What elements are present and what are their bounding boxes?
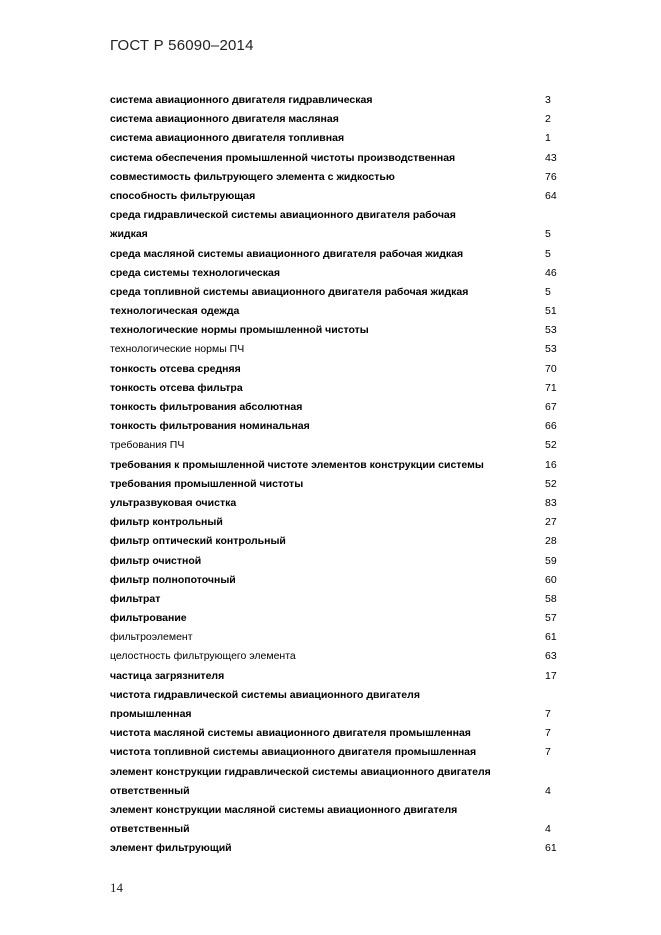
index-entry (110, 321, 570, 340)
index-term: требования к промышленной чистоте элементов конструкции системы (110, 458, 484, 471)
index-term: ответственный (110, 784, 190, 797)
index-entry (110, 129, 570, 148)
index-page-ref: 76 (545, 170, 557, 183)
index-page-ref: 66 (545, 420, 557, 433)
index-page-ref: 64 (545, 189, 557, 202)
index-term: совместимость фильтрующего элемента с жидкостью (110, 170, 395, 183)
index-entry (110, 379, 570, 398)
index-entry (110, 609, 570, 628)
index-term: технологические нормы промышленной чистоты (110, 324, 369, 337)
index-entry (110, 647, 570, 666)
index-term: система авиационного двигателя масляная (110, 113, 339, 126)
index-term: система обеспечения промышленной чистоты производственная (110, 151, 456, 164)
index-term: среда системы технологическая (110, 266, 280, 279)
index-term: способность фильтрующая (110, 189, 256, 202)
index-term: требования промышленной чистоты (110, 477, 304, 490)
index-page-ref: 67 (545, 401, 557, 413)
index-page-ref (545, 801, 570, 820)
index-term: элемент конструкции масляной системы авиационного двигателя (110, 803, 458, 816)
index-entry (110, 667, 570, 686)
index-entry (110, 590, 570, 609)
index-page-ref: 61 (545, 842, 557, 855)
index-page-ref: 51 (545, 305, 557, 318)
index-entry (110, 782, 570, 801)
index-term: чистота масляной системы авиационного двигателя промышленная (110, 727, 471, 740)
index-page-ref: 28 (545, 535, 557, 548)
index-term: тонкость отсева средняя (110, 362, 241, 375)
index-page-ref: 60 (545, 573, 557, 586)
index-page-ref: 52 (545, 439, 557, 452)
index-page-ref: 61 (545, 631, 557, 644)
index-term: целостность фильтрующего элемента (110, 650, 296, 663)
index-page-ref: 4 (545, 784, 551, 797)
index-entry (110, 91, 570, 110)
index-entry (110, 571, 570, 590)
index-page-ref: 5 (545, 228, 551, 241)
index-term: ответственный (110, 823, 190, 836)
index-page-ref: 7 (545, 727, 551, 740)
index-term: чистота топливной системы авиационного двигателя промышленная (110, 746, 477, 759)
index-page-ref: 46 (545, 266, 557, 279)
index-page-ref: 70 (545, 362, 557, 375)
index-page-ref: 7 (545, 708, 551, 720)
index-page-ref: 7 (545, 746, 551, 759)
page-number: 14 (110, 880, 123, 895)
document-header: ГОСТ Р 56090–2014 (110, 37, 254, 54)
index-entry (110, 187, 570, 206)
index-entry (110, 436, 570, 455)
index-term: фильтр оптический контрольный (110, 535, 286, 548)
index-term: среда топливной системы авиационного двигателя рабочая жидкая (110, 285, 469, 298)
index-entry (110, 743, 570, 762)
index-entry (110, 513, 570, 532)
index-page-ref: 5 (545, 247, 551, 260)
index-page-ref: 27 (545, 516, 557, 529)
index-term: фильтр полнопоточный (110, 573, 236, 586)
index-page-ref: 5 (545, 285, 551, 298)
index-entry (110, 839, 570, 858)
index-term: ультразвуковая очистка (110, 496, 237, 509)
index-page-ref: 63 (545, 650, 557, 663)
index-page-ref: 58 (545, 592, 557, 605)
index-term: элемент фильтрующий (110, 842, 232, 855)
index-entry (110, 532, 570, 551)
index-term: частица загрязнителя (110, 669, 225, 682)
index-term: промышленная (110, 708, 192, 720)
index-term: фильтр очистной (110, 554, 202, 567)
index-page-ref: 2 (545, 113, 551, 126)
index-term: фильтроэлемент (110, 631, 193, 644)
index-term: фильтрат (110, 592, 161, 605)
index-term: тонкость отсева фильтра (110, 381, 243, 394)
index-entry (110, 264, 570, 283)
index-page-ref: 53 (545, 343, 557, 356)
index-page-ref: 4 (545, 823, 551, 836)
index-page-ref: 16 (545, 458, 557, 471)
index-entry (110, 724, 570, 743)
index-term: система авиационного двигателя гидравлическая (110, 94, 373, 106)
index-term: тонкость фильтрования абсолютная (110, 401, 303, 413)
index-term: фильтр контрольный (110, 516, 223, 529)
index-page-ref: 52 (545, 477, 557, 490)
index-term: фильтрование (110, 612, 187, 625)
term-index-list (110, 91, 570, 859)
index-entry (110, 801, 570, 820)
index-entry (110, 456, 570, 475)
index-page-ref: 57 (545, 612, 557, 625)
index-entry (110, 686, 570, 705)
index-page-ref (545, 206, 570, 225)
index-entry (110, 398, 570, 417)
index-term: среда масляной системы авиационного двигателя рабочая жидкая (110, 247, 464, 260)
index-term: технологические нормы ПЧ (110, 343, 245, 356)
index-entry (110, 206, 570, 225)
index-term: тонкость фильтрования номинальная (110, 420, 310, 433)
index-entry (110, 168, 570, 187)
index-term: требования ПЧ (110, 439, 185, 452)
index-entry (110, 110, 570, 129)
index-entry (110, 475, 570, 494)
index-page-ref (545, 763, 570, 782)
index-page-ref: 53 (545, 324, 557, 337)
index-page-ref: 59 (545, 554, 557, 567)
index-term: технологическая одежда (110, 305, 240, 318)
index-entry (110, 705, 570, 724)
index-entry (110, 552, 570, 571)
index-entry (110, 763, 570, 782)
index-entry (110, 340, 570, 359)
index-entry (110, 628, 570, 647)
index-term: жидкая (110, 228, 148, 241)
index-entry (110, 417, 570, 436)
index-term: чистота гидравлической системы авиационного двигателя (110, 688, 420, 701)
index-entry (110, 283, 570, 302)
index-entry (110, 149, 570, 168)
index-entry (110, 820, 570, 839)
index-page-ref: 3 (545, 94, 551, 106)
index-page-ref: 43 (545, 151, 557, 164)
index-page-ref: 71 (545, 381, 557, 394)
index-term: система авиационного двигателя топливная (110, 132, 345, 145)
index-term: среда гидравлической системы авиационного двигателя рабочая (110, 209, 456, 222)
index-entry (110, 494, 570, 513)
index-entry (110, 302, 570, 321)
index-entry (110, 245, 570, 264)
index-page-ref (545, 686, 570, 705)
index-entry (110, 360, 570, 379)
index-entry (110, 225, 570, 244)
index-page-ref: 83 (545, 496, 557, 509)
index-page-ref: 1 (545, 132, 551, 145)
index-term: элемент конструкции гидравлической системы авиационного двигателя (110, 765, 491, 778)
index-page-ref: 17 (545, 669, 557, 682)
